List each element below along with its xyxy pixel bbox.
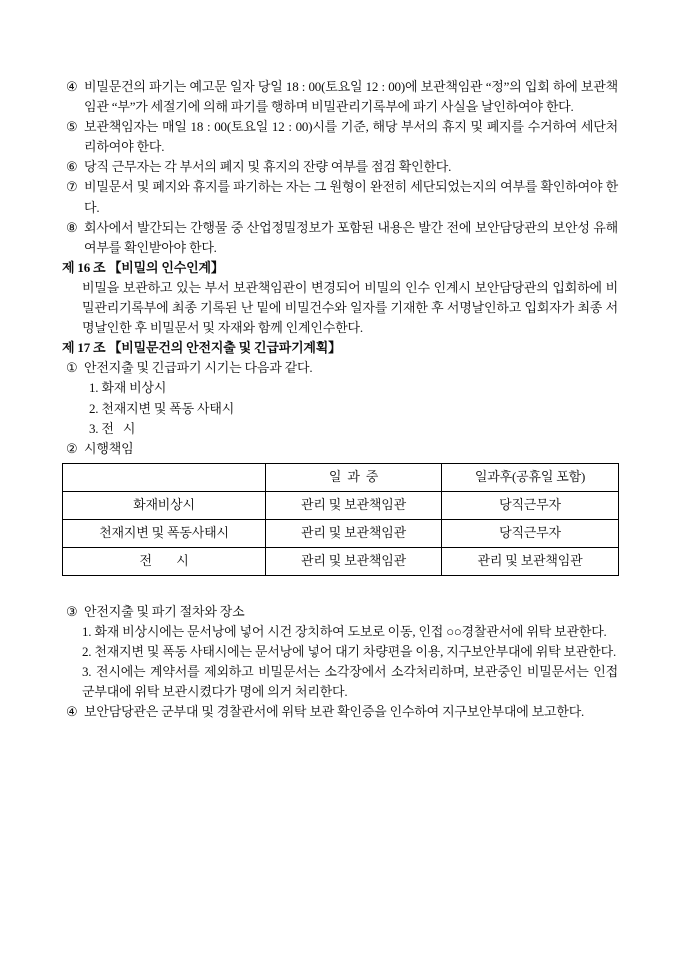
- timing-sub-item: 2. 천재지변 및 폭동 사태시: [89, 400, 235, 416]
- clause-item-8: [62, 218, 618, 258]
- clause-text: 시행책임: [84, 440, 134, 456]
- table-header-cell: 일과후(공휴일 포함): [442, 463, 619, 491]
- clause-text: 보관책임자는 매일 18 : 00(토요일 12 : 00)시를 기준, 해당 부서의 휴지 및 폐지를 수거하여 세단처리하여야 한다.: [84, 119, 618, 155]
- article-16-title: 제 16 조 【비밀의 인수인계】: [62, 259, 224, 275]
- table-header-row: [63, 463, 619, 491]
- timing-sub-item: 1. 화재 비상시: [89, 380, 167, 396]
- article-17-item-4: [62, 702, 618, 722]
- procedure-sub-list: [62, 622, 618, 702]
- table-cell: 당직근무자: [442, 519, 619, 547]
- procedure-sub-item: 1. 화재 비상시에는 문서낭에 넣어 시건 장치하여 도보로 이동, 인접 ○○경찰관서에 위탁 보관한다.: [82, 623, 607, 639]
- table-cell: 관리 및 보관책임관: [442, 547, 619, 575]
- clause-text: 안전지출 및 파기 절차와 장소: [84, 603, 245, 619]
- clause-item-5: [62, 117, 618, 157]
- clause-marker: ⑦: [66, 179, 78, 195]
- article-17-item-1: [62, 358, 618, 378]
- table-cell: 전 시: [63, 547, 266, 575]
- clause-text: 안전지출 및 긴급파기 시기는 다음과 같다.: [84, 360, 313, 376]
- table-cell: 관리 및 보관책임관: [266, 519, 442, 547]
- article-16-body: 비밀을 보관하고 있는 부서 보관책임관이 변경되어 비밀의 인수 인계시 보안담당관의 입회하에 비밀관리기록부에 최종 기록된 난 밑에 비밀건수와 일자를 기재한 후 서명날인하고 입회자가 최종 서명날인한 후 비밀문서 및 자재와 함께 인계인수한다.: [82, 279, 618, 336]
- clause-item-4: [62, 77, 618, 117]
- clause-text: 회사에서 발간되는 간행물 중 산업정밀정보가 포함된 내용은 발간 전에 보안담당관의 보안성 유해 여부를 확인받아야 한다.: [84, 219, 618, 255]
- table-row: [63, 519, 619, 547]
- clause-text: 비밀문건의 파기는 예고문 일자 당일 18 : 00(토요일 12 : 00)에 보관책임관 “정”의 입회 하에 보관책임관 “부”가 세절기에 의해 파기를 행하며 비밀관리기록부에 파기 사실을 날인하여야 한다.: [84, 79, 618, 115]
- table-cell: 관리 및 보관책임관: [266, 491, 442, 519]
- table-row: [63, 491, 619, 519]
- clause-marker: ⑤: [66, 119, 78, 135]
- article-17-item-2: [62, 439, 618, 459]
- timing-sub-list: [62, 378, 618, 438]
- table-cell: 관리 및 보관책임관: [266, 547, 442, 575]
- table-header-cell: [63, 463, 266, 491]
- clause-marker: ②: [66, 440, 78, 456]
- timing-sub-item: 3. 전 시: [89, 420, 136, 436]
- table-cell: 천재지변 및 폭동사태시: [63, 519, 266, 547]
- clause-text: 비밀문서 및 폐지와 휴지를 파기하는 자는 그 원형이 완전히 세단되었는지의 여부를 확인하여야 한다.: [84, 179, 618, 215]
- clause-marker: ③: [66, 603, 78, 619]
- table-row: [63, 547, 619, 575]
- clause-marker: ④: [66, 704, 78, 720]
- clause-text: 보안담당관은 군부대 및 경찰관서에 위탁 보관 확인증을 인수하여 지구보안부대에 보고한다.: [84, 704, 585, 720]
- clause-marker: ①: [66, 360, 78, 376]
- clause-marker: ⑥: [66, 159, 78, 175]
- clause-text: 당직 근무자는 각 부서의 폐지 및 휴지의 잔량 여부를 점검 확인한다.: [84, 159, 452, 175]
- table-cell: 화재비상시: [63, 491, 266, 519]
- table-cell: 당직근무자: [442, 491, 619, 519]
- clause-marker: ⑧: [66, 219, 78, 235]
- procedure-sub-item: 3. 전시에는 계약서를 제외하고 비밀문서는 소각장에서 소각처리하며, 보관중인 비밀문서는 인접 군부대에 위탁 보관시켰다가 명에 의거 처리한다.: [82, 664, 618, 700]
- procedure-sub-item: 2. 천재지변 및 폭동 사태시에는 문서낭에 넣어 대기 차량편을 이용, 지구보안부대에 위탁 보관한다.: [82, 643, 617, 659]
- clause-marker: ④: [66, 79, 78, 94]
- table-header-cell: 일 과 중: [266, 463, 442, 491]
- clause-item-6: [62, 157, 618, 177]
- clause-item-7: [62, 177, 618, 217]
- responsibility-table: [62, 463, 619, 576]
- article-17-item-3: [62, 602, 618, 622]
- article-17-title: 제 17 조 【비밀문건의 안전지출 및 긴급파기계획】: [62, 340, 341, 356]
